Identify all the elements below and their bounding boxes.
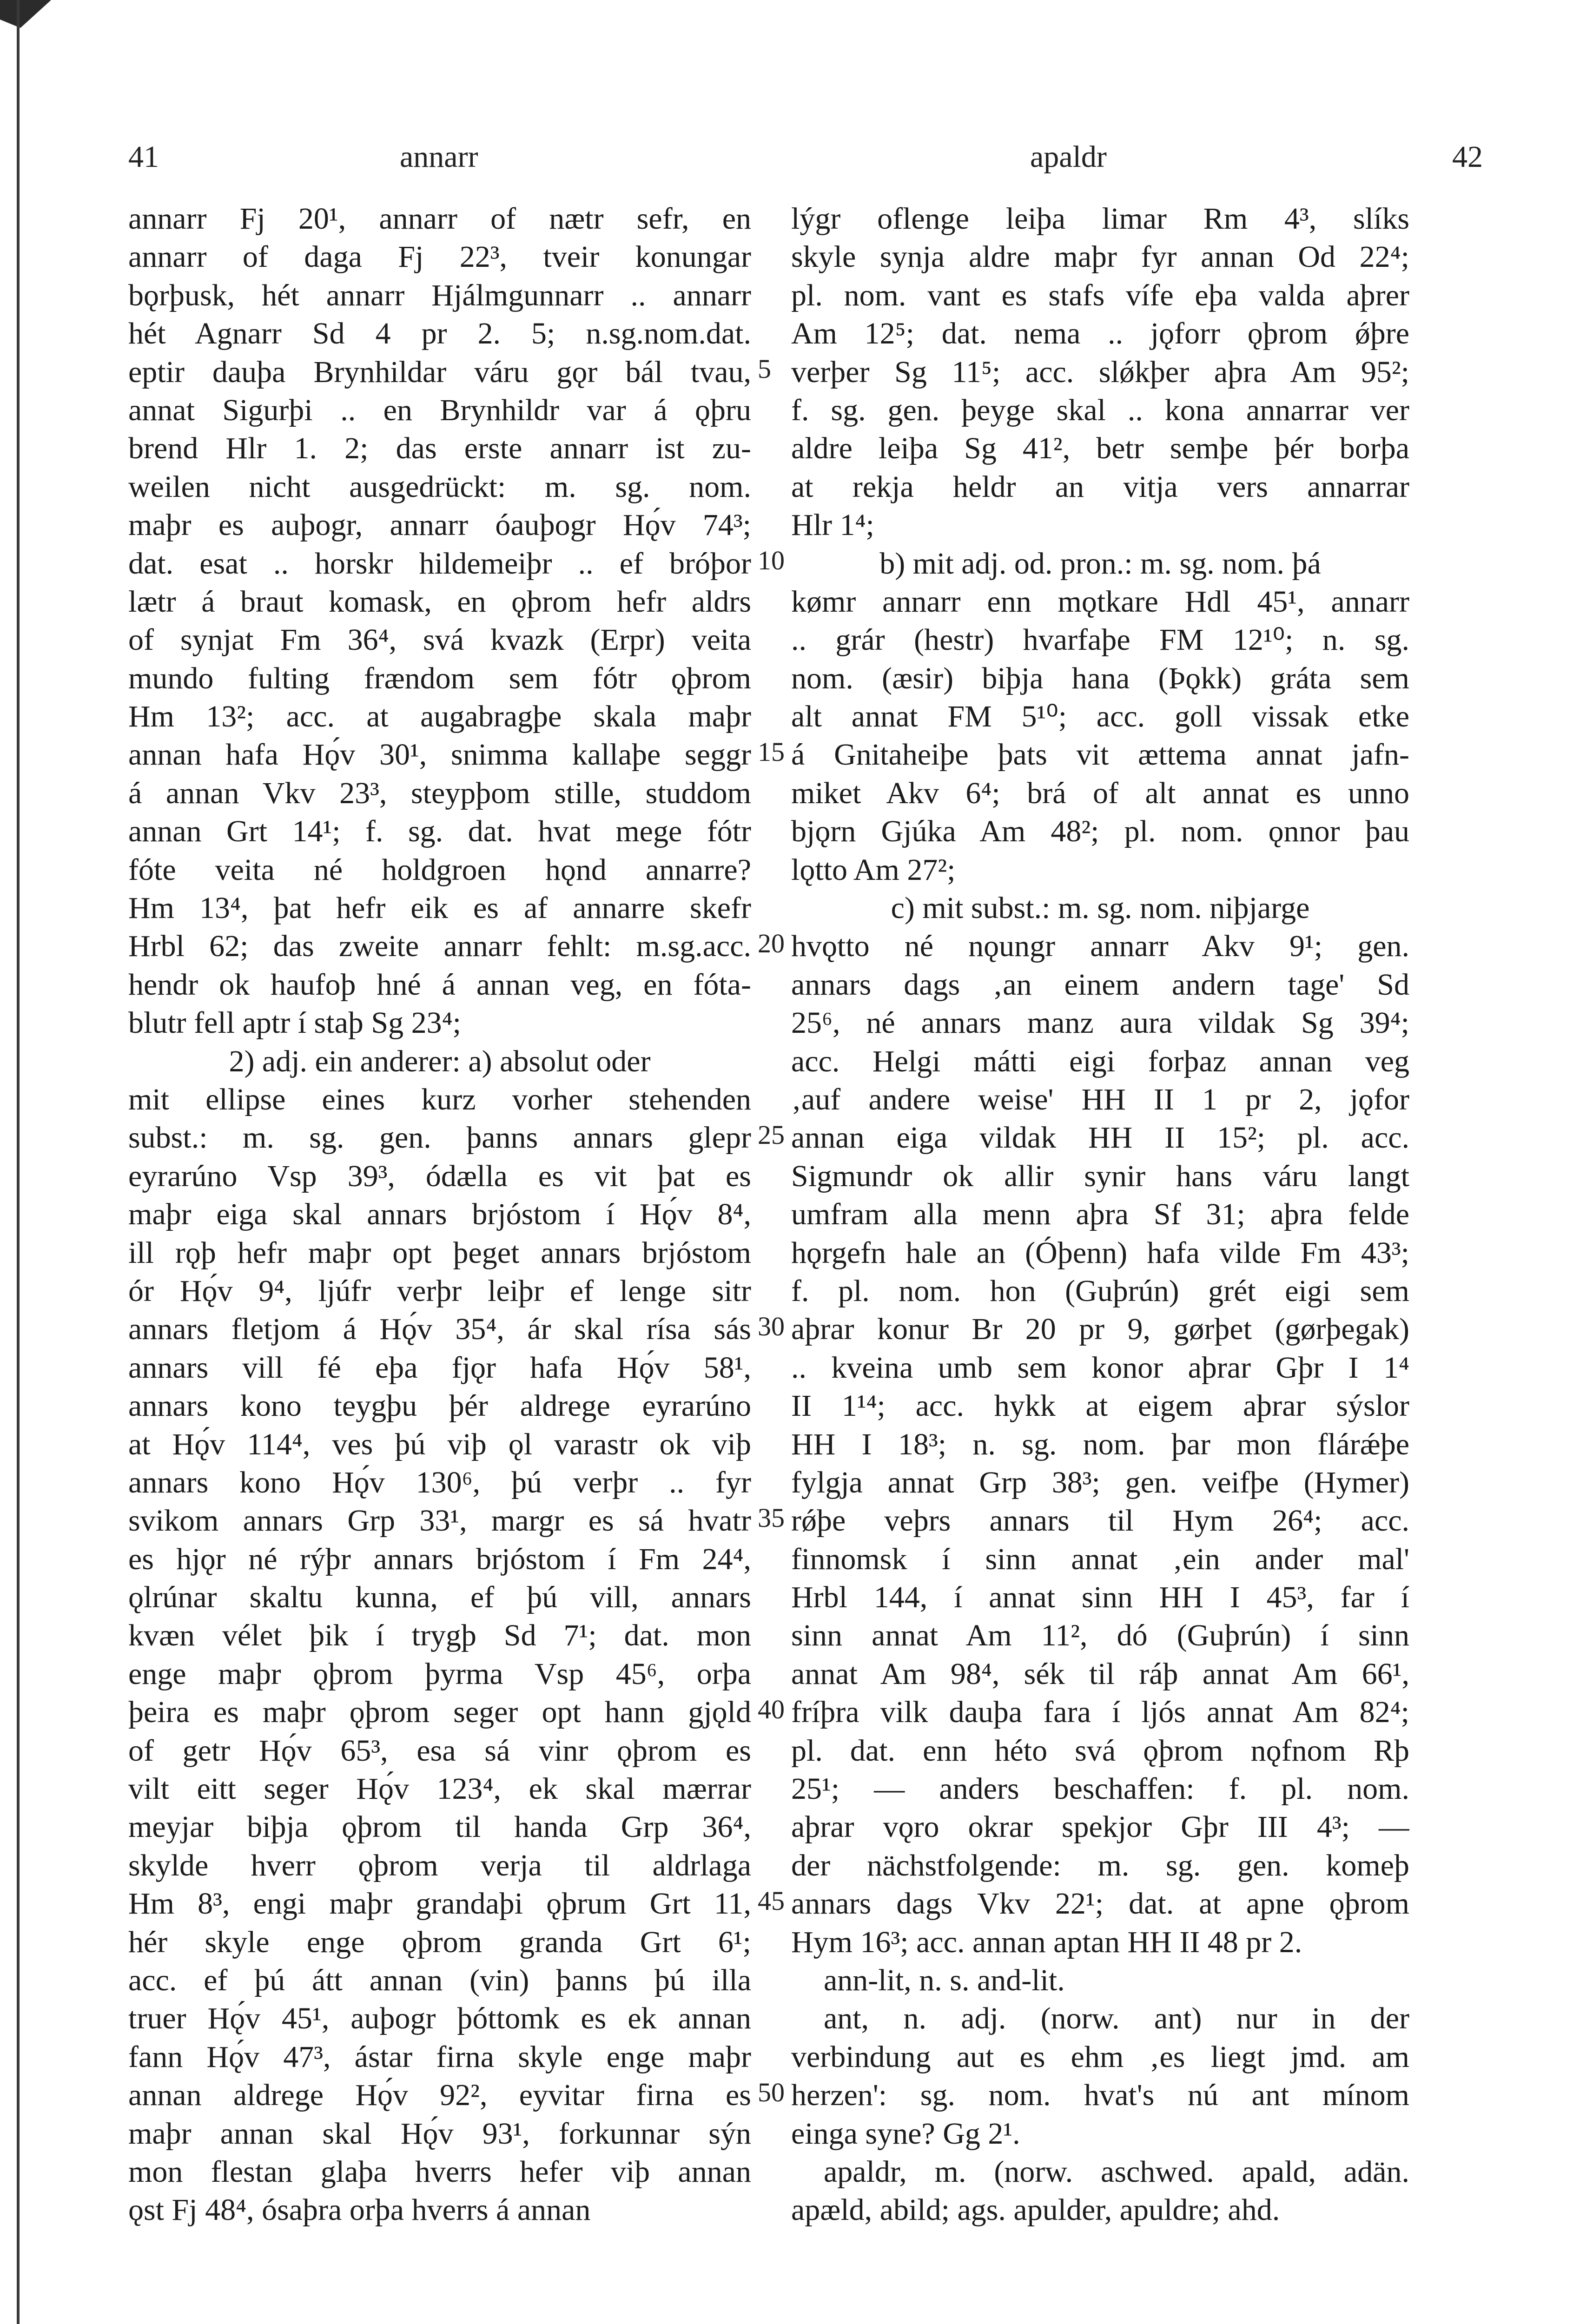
text-line: annarr Fj 20¹, annarr of nætr sefr, en (128, 202, 751, 236)
text-line: of getr Hǫ́v 65³, esa sá vinr ǫþrom es (128, 1733, 751, 1768)
line-number: 35 (758, 1502, 785, 1533)
text-line: þeira es maþr ǫþrom seger opt hann gjǫld (128, 1695, 751, 1730)
text-line: bjǫrn Gjúka Am 48²; pl. nom. ǫnnor þau (791, 814, 1409, 849)
page-header (0, 139, 1573, 186)
text-line: fóte veita né holdgroen hǫnd annarre? (128, 852, 751, 887)
line-number: 20 (758, 928, 785, 958)
text-line: es hjǫr né rýþr annars brjóstom í Fm 24⁴, (128, 1542, 751, 1576)
page-number-left: 41 (128, 140, 159, 174)
text-line: vilt eitt seger Hǫ́v 123⁴, ek skal mærrar (128, 1772, 751, 1806)
text-line: Hrbl 144, í annat sinn HH I 45³, far í (791, 1580, 1409, 1615)
text-line: skyle synja aldre maþr fyr annan Od 22⁴; (791, 240, 1409, 274)
text-line: eyrarúno Vsp 39³, ódælla es vit þat es (128, 1159, 751, 1193)
text-line: Hm 13²; acc. at augabragþe skala maþr (128, 700, 751, 734)
scan-binding-edge (17, 0, 20, 2324)
text-line: annars kono teygþu þér aldrege eyrarúno (128, 1389, 751, 1423)
text-line: verbindung aut es ehm ‚es liegt jmd. am (791, 2040, 1409, 2074)
text-line: alt annat FM 5¹⁰; acc. goll vissak etke (791, 700, 1409, 734)
text-line: hvǫtto né nǫungr annarr Akv 9¹; gen. (791, 929, 1409, 964)
text-line: meyjar biþja ǫþrom til handa Grp 36⁴, (128, 1810, 751, 1844)
right-text-column (791, 200, 1409, 2291)
text-line: mit ellipse eines kurz vorher stehenden (128, 1082, 751, 1116)
text-line: aldre leiþa Sg 41², betr semþe þér borþa (791, 431, 1409, 466)
text-line: lǫtto Am 27²; (791, 852, 956, 887)
text-line: svikom annars Grp 33¹, margr es sá hvatr (128, 1504, 751, 1538)
line-number: 5 (758, 353, 771, 384)
text-line: finnomsk í sinn annat ‚ein ander mal' (791, 1542, 1409, 1576)
text-line: miket Akv 6⁴; brá of alt annat es unno (791, 776, 1409, 810)
text-line: eptir dauþa Brynhildar váru gǫr bál tvau, (128, 355, 751, 389)
text-line: Hrbl 62; das zweite annarr fehlt: m.sg.acc. (128, 929, 751, 964)
running-headword-left: annarr (400, 140, 478, 174)
text-line: ǫlrúnar skaltu kunna, ef þú vill, annars (128, 1580, 751, 1615)
text-line: lýgr oflenge leiþa limar Rm 4³, slíks (791, 202, 1409, 236)
text-line: sinn annat Am 11², dó (Guþrún) í sinn (791, 1618, 1409, 1653)
text-line: annars fletjom á Hǫ́v 35⁴, ár skal rísa sás (128, 1312, 751, 1347)
running-headword-right: apaldr (1030, 140, 1107, 174)
text-line: annan aldrege Hǫ́v 92², eyvitar firna es (128, 2078, 751, 2113)
text-line: f. pl. nom. hon (Guþrún) grét eigi sem (791, 1274, 1409, 1308)
text-line: subst.: m. sg. gen. þanns annars glepr (128, 1121, 751, 1155)
text-line: II 1¹⁴; acc. hykk at eigem aþrar sýslor (791, 1389, 1409, 1423)
text-line: hér skyle enge ǫþrom granda Grt 6¹; (128, 1925, 751, 1959)
text-line: blutr fell aptr í staþ Sg 23⁴; (128, 1006, 461, 1040)
text-line: HH I 18³; n. sg. nom. þar mon flárǽþe (791, 1427, 1409, 1461)
text-line: f. sg. gen. þeyge skal .. kona annarrar ver (791, 393, 1409, 427)
text-line: c) mit subst.: m. sg. nom. niþjarge (891, 891, 1310, 925)
text-line: Hm 13⁴, þat hefr eik es af annarre skefr (128, 891, 751, 925)
text-line: maþr es auþogr, annarr óauþogr Hǫ́v 74³; (128, 508, 751, 542)
text-line: annarr of daga Fj 22³, tveir konungar (128, 240, 751, 274)
text-line: b) mit adj. od. pron.: m. sg. nom. þá (879, 546, 1321, 581)
text-line: ill rǫþ hefr maþr opt þeget annars brjóstom (128, 1235, 751, 1270)
text-line: annat Sigurþi .. en Brynhildr var á ǫþru (128, 393, 751, 427)
text-line: annan eiga vildak HH II 15²; pl. acc. (791, 1121, 1409, 1155)
page-number-right: 42 (1452, 140, 1483, 174)
text-line: maþr annan skal Hǫ́v 93¹, forkunnar sýn (128, 2116, 751, 2151)
line-number: 25 (758, 1119, 785, 1150)
text-line: verþer Sg 11⁵; acc. slǿkþer aþra Am 95²; (791, 355, 1409, 389)
text-line: pl. dat. enn héto svá ǫþrom nǫfnom Rþ (791, 1733, 1409, 1768)
text-line: rǿþe veþrs annars til Hym 26⁴; acc. (791, 1504, 1409, 1538)
text-line: kvæn vélet þik í trygþ Sd 7¹; dat. mon (128, 1618, 751, 1653)
text-line: hendr ok haufoþ hné á annan veg, en fóta- (128, 967, 751, 1002)
text-line: á Gnitaheiþe þats vit ættema annat jafn- (791, 738, 1409, 772)
line-number: 40 (758, 1694, 785, 1724)
text-line: of synjat Fm 36⁴, svá kvazk (Erpr) veita (128, 623, 751, 657)
text-line: lætr á braut komask, en ǫþrom hefr aldrs (128, 584, 751, 619)
text-line: .. kveina umb sem konor aþrar Gþr I 1⁴ (791, 1350, 1409, 1385)
text-line: umfram alla menn aþra Sf 31; aþra felde (791, 1197, 1409, 1232)
text-line: annat Am 98⁴, sék til ráþ annat Am 66¹, (791, 1657, 1409, 1691)
text-line: ant, n. adj. (norw. ant) nur in der (824, 2001, 1409, 2036)
text-line: annan Grt 14¹; f. sg. dat. hvat mege fótr (128, 814, 751, 849)
scan-corner-mark (0, 0, 51, 28)
text-line: Hm 8³, engi maþr grandaþi ǫþrum Grt 11, (128, 1887, 751, 1921)
text-line: fann Hǫ́v 47³, ástar firna skyle enge maþr (128, 2040, 751, 2074)
text-line: aþrar konur Br 20 pr 9, gørþet (gørþegak) (791, 1312, 1409, 1347)
line-number: 15 (758, 736, 785, 767)
text-line: der nächstfolgende: m. sg. gen. komeþ (791, 1848, 1409, 1882)
text-line: annan hafa Hǫ́v 30¹, snimma kallaþe seggr (128, 738, 751, 772)
text-line: dat. esat .. horskr hildemeiþr .. ef bróþor (128, 546, 751, 581)
text-line: Hym 16³; acc. annan aptan HH II 48 pr 2. (791, 1925, 1302, 1959)
text-line: 25¹; — anders beschaffen: f. pl. nom. (791, 1772, 1409, 1806)
text-line: ór Hǫ́v 9⁴, ljúfr verþr leiþr ef lenge sitr (128, 1274, 751, 1308)
text-line: enge maþr ǫþrom þyrma Vsp 45⁶, orþa (128, 1657, 751, 1691)
line-number: 30 (758, 1311, 785, 1341)
text-line: á annan Vkv 23³, steypþom stille, studdom (128, 776, 751, 810)
text-line: brend Hlr 1. 2; das erste annarr ist zu- (128, 431, 751, 466)
text-line: ǫst Fj 48⁴, ósaþra orþa hverrs á annan (128, 2193, 591, 2227)
text-line: 25⁶, né annars manz aura vildak Sg 39⁴; (791, 1006, 1409, 1040)
text-line: annars kono Hǫ́v 130⁶, þú verþr .. fyr (128, 1465, 751, 1499)
line-number: 50 (758, 2077, 785, 2107)
text-line: kømr annarr enn mǫtkare Hdl 45¹, annarr (791, 584, 1409, 619)
line-number: 45 (758, 1885, 785, 1916)
text-line: weilen nicht ausgedrückt: m. sg. nom. (128, 469, 751, 504)
text-line: fríþra vilk dauþa fara í ljós annat Am 82⁴; (791, 1695, 1409, 1730)
text-line: annars vill fé eþa fjǫr hafa Hǫ́v 58¹, (128, 1350, 751, 1385)
text-line: mon flestan glaþa hverrs hefer viþ annan (128, 2154, 751, 2189)
text-line: truer Hǫ́v 45¹, auþogr þóttomk es ek annan (128, 2001, 751, 2036)
text-line: Am 12⁵; dat. nema .. jǫforr ǫþrom ǿþre (791, 317, 1409, 351)
text-line: at rekja heldr an vitja vers annarrar (791, 469, 1409, 504)
text-line: ‚auf andere weise' HH II 1 pr 2, jǫfor (791, 1082, 1409, 1116)
text-line: nom. (æsir) biþja hana (Þǫkk) gráta sem (791, 661, 1409, 695)
text-line: aþrar vǫro okrar spekjor Gþr III 4³; — (791, 1810, 1409, 1844)
text-line: annars dags ‚an einem andern tage' Sd (791, 967, 1409, 1002)
text-line: apaldr, m. (norw. aschwed. apald, adän. (824, 2154, 1409, 2189)
text-line: hǫrgefn hale an (Óþenn) hafa vilde Fm 43³; (791, 1235, 1409, 1270)
text-line: herzen': sg. nom. hvat's nú ant mínom (791, 2078, 1409, 2113)
text-line: apæld, abild; ags. apulder, apuldre; ahd. (791, 2193, 1280, 2227)
left-text-column (128, 200, 751, 2291)
text-line: skylde hverr ǫþrom verja til aldrlaga (128, 1848, 751, 1882)
text-line: mundo fulting frændom sem fótr ǫþrom (128, 661, 751, 695)
text-line: pl. nom. vant es stafs vífe eþa valda aþrer (791, 278, 1409, 312)
text-line: at Hǫ́v 114⁴, ves þú viþ ǫl varastr ok viþ (128, 1427, 751, 1461)
text-line: Hlr 1⁴; (791, 508, 874, 542)
text-line: maþr eiga skal annars brjóstom í Hǫ́v 8⁴, (128, 1197, 751, 1232)
text-line: fylgja annat Grp 38³; gen. veifþe (Hymer) (791, 1465, 1409, 1499)
text-line: Sigmundr ok allir synir hans váru langt (791, 1159, 1409, 1193)
text-line: bǫrþusk, hét annarr Hjálmgunnarr .. annarr (128, 278, 751, 312)
text-line: .. grár (hestr) hvarfaþe FM 12¹⁰; n. sg. (791, 623, 1409, 657)
text-line: einga syne? Gg 2¹. (791, 2116, 1020, 2151)
text-line: ann-lit, n. s. and-lit. (824, 1963, 1065, 1997)
text-line: hét Agnarr Sd 4 pr 2. 5; n.sg.nom.dat. (128, 317, 751, 351)
text-line: acc. Helgi mátti eigi forþaz annan veg (791, 1044, 1409, 1078)
text-line: 2) adj. ein anderer: a) absolut oder (229, 1044, 651, 1078)
line-number: 10 (758, 545, 785, 575)
text-line: annars dags Vkv 22¹; dat. at apne ǫþrom (791, 1887, 1409, 1921)
text-line: acc. ef þú átt annan (vin) þanns þú illa (128, 1963, 751, 1997)
